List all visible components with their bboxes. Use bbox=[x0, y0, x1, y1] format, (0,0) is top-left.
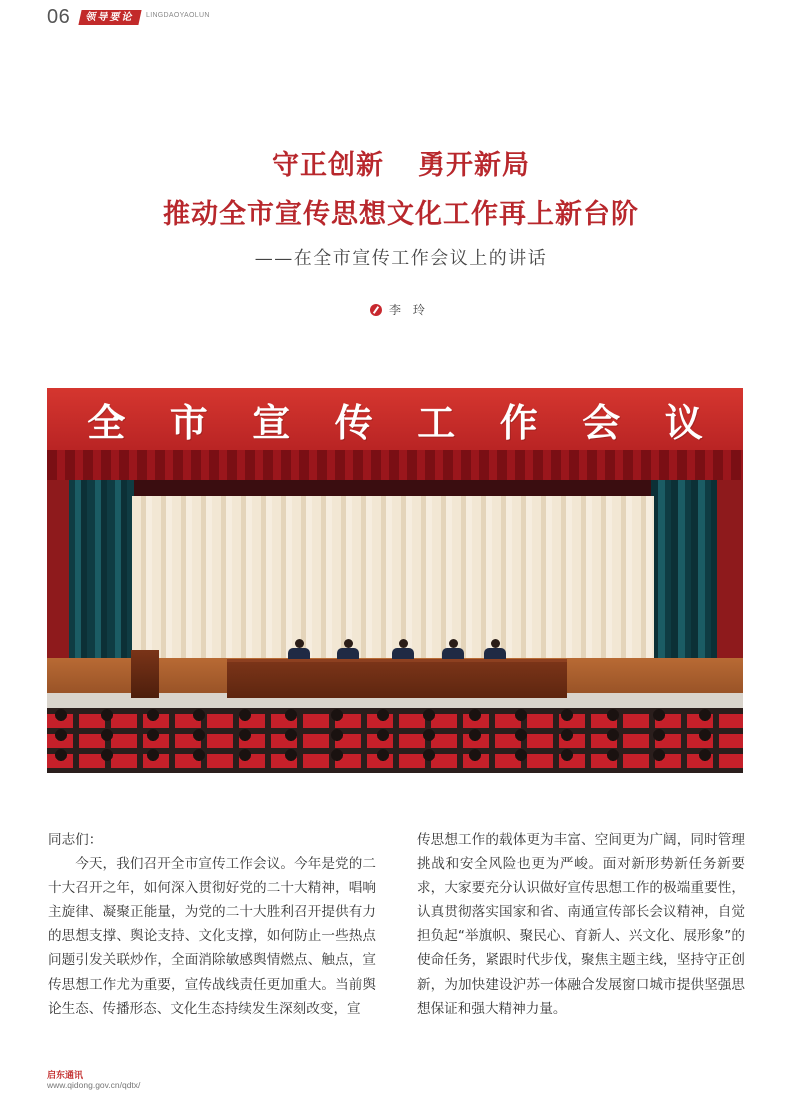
person-figure bbox=[484, 639, 506, 661]
person-figure bbox=[442, 639, 464, 661]
audience-heads bbox=[47, 728, 743, 742]
page-number: 06 bbox=[47, 6, 71, 28]
section-label-en: LINGDAOYAOLUN bbox=[146, 12, 210, 19]
audience bbox=[47, 708, 743, 773]
title-part2: 勇开新局 bbox=[418, 150, 530, 181]
author-name: 李 玲 bbox=[389, 303, 429, 317]
body-column-left bbox=[48, 828, 376, 1021]
banner-char: 议 bbox=[664, 400, 703, 445]
photo-banner bbox=[47, 388, 743, 450]
article-title-line2: 推动全市宣传思想文化工作再上新台阶 bbox=[163, 199, 639, 230]
banner-char: 市 bbox=[169, 400, 208, 445]
banner-char: 全 bbox=[87, 400, 126, 445]
banner-char: 工 bbox=[417, 400, 456, 445]
person-figure bbox=[392, 639, 414, 661]
person-figure bbox=[337, 639, 359, 661]
author-byline bbox=[370, 301, 429, 318]
pen-icon bbox=[370, 304, 382, 316]
stage-valance bbox=[47, 450, 743, 480]
body-column-right bbox=[417, 828, 745, 1021]
banner-char: 作 bbox=[499, 400, 538, 445]
article-subtitle: ——在全市宣传工作会议上的讲话 bbox=[254, 248, 548, 269]
rostrum-table bbox=[227, 659, 567, 698]
banner-char: 宣 bbox=[252, 400, 291, 445]
conference-photo bbox=[47, 388, 743, 773]
body-paragraph: 传思想工作的载体更为丰富、空间更为广阔，同时管理挑战和安全风险也更为严峻。面对新形势新任务新要求，大家要充分认识做好宣传思想工作的极端重要性，认真贯彻落实国家和省、南通宣传部长会议精神，自觉担负起“举旗帜、聚民心、育新人、兴文化、展形象”的使命任务，紧跟时代步伐，聚焦主题主线，坚持守正创新，为加快建设沪苏一体融合发展窗口城市提供坚强思想保证和强大精神力量。 bbox=[417, 832, 745, 1017]
audience-heads bbox=[47, 748, 743, 762]
article-title-line1 bbox=[0, 143, 802, 182]
banner-char: 会 bbox=[582, 400, 621, 445]
footer-url: www.qidong.gov.cn/qdtx/ bbox=[47, 1080, 141, 1090]
banner-char: 传 bbox=[334, 400, 373, 445]
footer-brand: 启东通讯 bbox=[47, 1071, 84, 1081]
podium bbox=[131, 650, 159, 698]
body-paragraph: 今天，我们召开全市宣传工作会议。今年是党的二十大召开之年，如何深入贯彻好党的二十大精神，唱响主旋律、凝聚正能量，为党的二十大胜利召开提供有力的思想支撑、舆论支持、文化支撑，如何防止一些热点问题引发关联炒作，全面消除敏感舆情燃点、触点，宣传思想工作尤为重要，宣传战线责任更加重大。当前舆论生态、传播形态、文化生态持续发生深刻改变，宣 bbox=[48, 856, 376, 1017]
audience-heads bbox=[47, 708, 743, 722]
section-label: 领导要论 bbox=[78, 10, 141, 25]
title-part1: 守正创新 bbox=[272, 150, 384, 181]
person-figure bbox=[288, 639, 310, 661]
salutation: 同志们： bbox=[48, 832, 103, 848]
